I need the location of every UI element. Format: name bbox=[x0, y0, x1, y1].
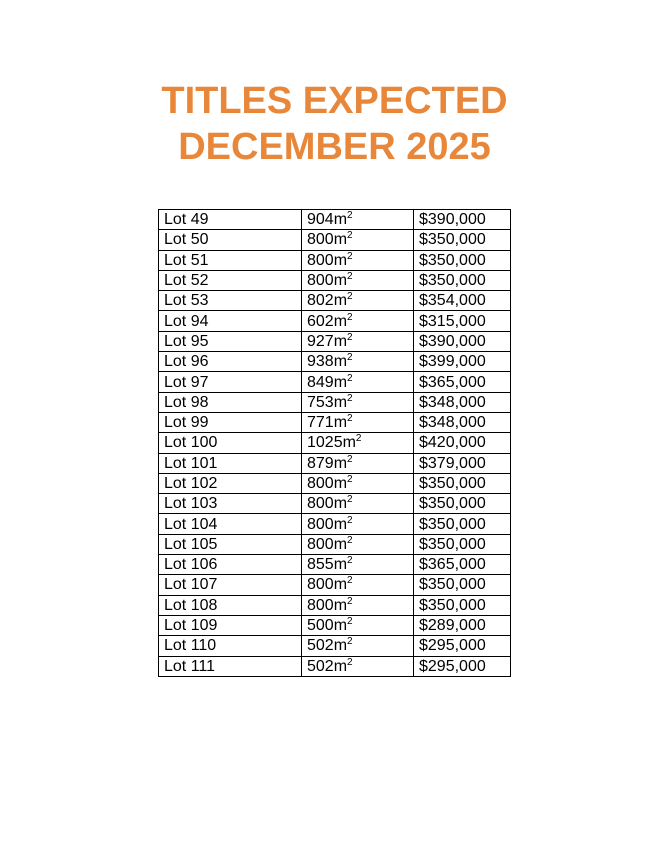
lot-price-cell: $350,000 bbox=[414, 514, 511, 534]
area-unit: m bbox=[333, 475, 348, 492]
lot-price-cell: $365,000 bbox=[414, 555, 511, 575]
area-unit-power: 2 bbox=[347, 210, 353, 222]
table-row bbox=[159, 615, 511, 635]
lot-area-value: 800 bbox=[307, 231, 334, 249]
area-unit-power: 2 bbox=[355, 433, 362, 445]
lot-area-value: 800 bbox=[307, 596, 334, 614]
lot-price-cell: $420,000 bbox=[414, 433, 511, 453]
lot-price-cell: $350,000 bbox=[414, 595, 511, 615]
table-row bbox=[159, 210, 511, 230]
lot-area-value: 855 bbox=[307, 556, 334, 574]
table-row bbox=[159, 250, 511, 270]
lot-area-cell bbox=[302, 392, 414, 412]
area-unit-power: 2 bbox=[347, 331, 353, 343]
lot-price-cell: $350,000 bbox=[414, 270, 511, 290]
lot-number-cell: Lot 50 bbox=[159, 230, 302, 250]
table-row bbox=[159, 595, 511, 615]
lot-area-cell bbox=[302, 352, 414, 372]
area-unit-power: 2 bbox=[347, 534, 353, 546]
table-row bbox=[159, 412, 511, 432]
lot-area-cell bbox=[302, 595, 414, 615]
lot-area-cell bbox=[302, 433, 414, 453]
lot-area-value: 802 bbox=[307, 292, 334, 310]
lot-number-cell: Lot 104 bbox=[159, 514, 302, 534]
lot-area-cell bbox=[302, 270, 414, 290]
area-unit: m bbox=[333, 332, 348, 350]
lots-table bbox=[158, 209, 511, 677]
area-unit-power: 2 bbox=[347, 291, 353, 303]
table-row bbox=[159, 392, 511, 412]
lot-area-cell bbox=[302, 230, 414, 250]
area-unit: m bbox=[333, 454, 348, 472]
lot-area-cell bbox=[302, 473, 414, 493]
table-row bbox=[159, 656, 511, 676]
area-unit: m bbox=[333, 657, 348, 675]
lot-number-cell: Lot 51 bbox=[159, 250, 302, 270]
lot-number-cell: Lot 52 bbox=[159, 270, 302, 290]
lot-area-value: 849 bbox=[307, 373, 334, 391]
lot-price-cell: $390,000 bbox=[414, 210, 511, 230]
area-unit: m bbox=[333, 393, 348, 411]
table-row bbox=[159, 352, 511, 372]
page-title bbox=[0, 78, 669, 170]
area-unit: m bbox=[333, 535, 348, 553]
lot-area-cell bbox=[302, 311, 414, 331]
area-unit: m bbox=[342, 434, 356, 452]
lot-number-cell: Lot 105 bbox=[159, 534, 302, 554]
lot-number-cell: Lot 96 bbox=[159, 352, 302, 372]
lot-area-value: 771 bbox=[307, 414, 334, 432]
area-unit-power: 2 bbox=[347, 616, 353, 628]
area-unit-power: 2 bbox=[347, 413, 353, 425]
lot-price-cell: $350,000 bbox=[414, 534, 511, 554]
area-unit: m bbox=[333, 312, 348, 330]
table-row bbox=[159, 331, 511, 351]
area-unit: m bbox=[333, 637, 348, 655]
lot-price-cell: $379,000 bbox=[414, 453, 511, 473]
table-row bbox=[159, 514, 511, 534]
lot-area-value: 502 bbox=[307, 637, 334, 655]
area-unit-power: 2 bbox=[347, 392, 353, 404]
table-row bbox=[159, 372, 511, 392]
lot-number-cell: Lot 99 bbox=[159, 412, 302, 432]
table-row bbox=[159, 433, 511, 453]
lot-number-cell: Lot 111 bbox=[159, 656, 302, 676]
lot-number-cell: Lot 103 bbox=[159, 494, 302, 514]
area-unit-power: 2 bbox=[347, 230, 353, 242]
lot-number-cell: Lot 97 bbox=[159, 372, 302, 392]
table-row bbox=[159, 534, 511, 554]
area-unit-power: 2 bbox=[347, 250, 353, 262]
lot-price-cell: $350,000 bbox=[414, 494, 511, 514]
lot-number-cell: Lot 106 bbox=[159, 555, 302, 575]
lot-price-cell: $399,000 bbox=[414, 352, 511, 372]
lot-price-cell: $348,000 bbox=[414, 392, 511, 412]
lot-area-value: 800 bbox=[307, 515, 334, 533]
lot-number-cell: Lot 100 bbox=[159, 433, 302, 453]
lot-price-cell: $348,000 bbox=[414, 412, 511, 432]
lot-area-cell bbox=[302, 575, 414, 595]
lot-area-value: 800 bbox=[307, 576, 334, 594]
area-unit-power: 2 bbox=[347, 575, 353, 587]
lot-area-value: 602 bbox=[307, 312, 334, 330]
lot-price-cell: $390,000 bbox=[414, 331, 511, 351]
area-unit: m bbox=[333, 292, 348, 310]
area-unit: m bbox=[333, 515, 348, 533]
lot-area-value: 502 bbox=[307, 657, 334, 675]
lot-area-cell bbox=[302, 494, 414, 514]
area-unit: m bbox=[333, 373, 348, 391]
area-unit: m bbox=[333, 617, 348, 635]
lot-price-cell: $295,000 bbox=[414, 636, 511, 656]
lot-area-cell bbox=[302, 250, 414, 270]
area-unit-power: 2 bbox=[347, 595, 353, 607]
lot-number-cell: Lot 49 bbox=[159, 210, 302, 230]
lot-number-cell: Lot 108 bbox=[159, 595, 302, 615]
lot-area-cell bbox=[302, 636, 414, 656]
table-row bbox=[159, 636, 511, 656]
lot-price-cell: $350,000 bbox=[414, 250, 511, 270]
table-row bbox=[159, 555, 511, 575]
area-unit: m bbox=[333, 576, 348, 594]
lot-price-cell: $350,000 bbox=[414, 473, 511, 493]
area-unit-power: 2 bbox=[347, 494, 353, 506]
lot-area-value: 800 bbox=[307, 475, 334, 492]
lot-number-cell: Lot 98 bbox=[159, 392, 302, 412]
lot-area-cell bbox=[302, 534, 414, 554]
area-unit-power: 2 bbox=[347, 311, 353, 323]
lot-area-value: 938 bbox=[307, 353, 334, 371]
area-unit: m bbox=[333, 272, 348, 290]
lot-area-cell bbox=[302, 555, 414, 575]
lot-area-value: 1025 bbox=[307, 434, 343, 452]
lot-price-cell: $289,000 bbox=[414, 615, 511, 635]
lot-area-cell bbox=[302, 412, 414, 432]
lot-area-value: 879 bbox=[307, 454, 334, 472]
lot-price-cell: $350,000 bbox=[414, 230, 511, 250]
lot-number-cell: Lot 102 bbox=[159, 473, 302, 493]
area-unit: m bbox=[333, 211, 348, 229]
area-unit-power: 2 bbox=[347, 514, 353, 526]
lot-area-value: 800 bbox=[307, 495, 334, 513]
area-unit: m bbox=[333, 556, 348, 574]
lot-number-cell: Lot 53 bbox=[159, 291, 302, 311]
table-row bbox=[159, 270, 511, 290]
table-row bbox=[159, 494, 511, 514]
area-unit: m bbox=[333, 596, 348, 614]
lot-price-cell: $315,000 bbox=[414, 311, 511, 331]
lot-area-value: 927 bbox=[307, 332, 334, 350]
lot-area-cell bbox=[302, 291, 414, 311]
area-unit-power: 2 bbox=[347, 271, 353, 283]
title-line-1: TITLES EXPECTED bbox=[161, 80, 508, 122]
lot-number-cell: Lot 107 bbox=[159, 575, 302, 595]
lot-area-cell bbox=[302, 210, 414, 230]
lot-area-value: 753 bbox=[307, 393, 334, 411]
lot-area-value: 904 bbox=[307, 211, 334, 229]
area-unit: m bbox=[333, 353, 348, 371]
area-unit: m bbox=[333, 495, 348, 513]
table-row bbox=[159, 230, 511, 250]
lot-number-cell: Lot 94 bbox=[159, 311, 302, 331]
lot-price-cell: $350,000 bbox=[414, 575, 511, 595]
area-unit: m bbox=[333, 231, 348, 249]
lot-area-cell bbox=[302, 453, 414, 473]
lot-area-cell bbox=[302, 331, 414, 351]
lot-number-cell: Lot 109 bbox=[159, 615, 302, 635]
lot-area-cell bbox=[302, 656, 414, 676]
lot-number-cell: Lot 101 bbox=[159, 453, 302, 473]
area-unit: m bbox=[333, 414, 348, 432]
table-row bbox=[159, 473, 511, 493]
lot-area-cell bbox=[302, 615, 414, 635]
lot-area-cell bbox=[302, 372, 414, 392]
lot-number-cell: Lot 110 bbox=[159, 636, 302, 656]
lot-area-value: 800 bbox=[307, 535, 334, 553]
table-row bbox=[159, 575, 511, 595]
lots-table-body bbox=[159, 210, 511, 677]
lot-price-cell: $354,000 bbox=[414, 291, 511, 311]
lot-price-cell: $365,000 bbox=[414, 372, 511, 392]
table-row bbox=[159, 291, 511, 311]
table-row bbox=[159, 453, 511, 473]
area-unit-power: 2 bbox=[347, 474, 353, 485]
title-line-2: DECEMBER 2025 bbox=[178, 126, 491, 168]
lot-area-cell bbox=[302, 514, 414, 534]
area-unit-power: 2 bbox=[347, 636, 353, 648]
area-unit-power: 2 bbox=[347, 453, 353, 465]
area-unit-power: 2 bbox=[347, 656, 353, 668]
area-unit: m bbox=[333, 251, 348, 269]
lot-area-value: 800 bbox=[307, 251, 334, 269]
area-unit-power: 2 bbox=[347, 555, 353, 567]
lot-area-value: 800 bbox=[307, 272, 334, 290]
area-unit-power: 2 bbox=[347, 372, 353, 384]
lot-number-cell: Lot 95 bbox=[159, 331, 302, 351]
lot-area-value: 500 bbox=[307, 617, 334, 635]
lot-price-cell: $295,000 bbox=[414, 656, 511, 676]
area-unit-power: 2 bbox=[347, 352, 353, 364]
table-row bbox=[159, 311, 511, 331]
